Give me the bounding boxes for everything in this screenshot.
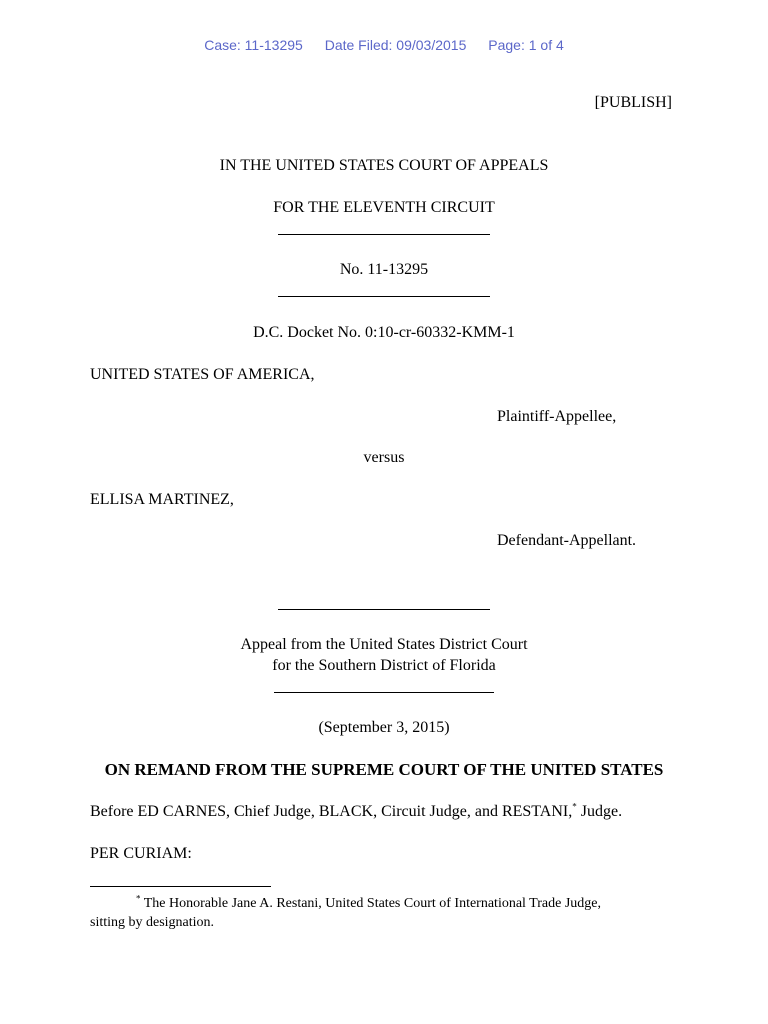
case-number-header: Case: 11-13295 (204, 37, 303, 53)
decision-date: (September 3, 2015) (318, 719, 450, 736)
date-filed-header: Date Filed: 09/03/2015 (324, 37, 467, 53)
divider-rule (274, 692, 494, 693)
panel-suffix: Judge. (576, 803, 623, 820)
page-indicator: Page: 1 of 4 (488, 37, 564, 53)
divider-rule (278, 296, 490, 297)
panel-line (90, 803, 622, 821)
publish-tag: [PUBLISH] (594, 94, 672, 111)
versus-text: versus (363, 449, 405, 466)
per-curiam: PER CURIAM: (90, 845, 192, 862)
footnote-mark: * (136, 893, 141, 904)
footnote-line1 (136, 895, 601, 913)
document-header (0, 37, 768, 53)
footnote-rule (90, 886, 271, 887)
docket-number: D.C. Docket No. 0:10-cr-60332-KMM-1 (253, 324, 515, 341)
appeal-district: for the Southern District of Florida (272, 657, 496, 674)
circuit-name: FOR THE ELEVENTH CIRCUIT (273, 199, 495, 216)
footnote-text: The Honorable Jane A. Restani, United States Court of International Trade Judge, (140, 896, 601, 911)
footnote-line2: sitting by designation. (90, 915, 215, 930)
appeal-origin: Appeal from the United States District Court (240, 636, 528, 653)
plaintiff-name: UNITED STATES OF AMERICA, (90, 366, 315, 383)
divider-rule (278, 234, 490, 235)
divider-rule (278, 609, 490, 610)
plaintiff-role: Plaintiff-Appellee, (497, 408, 617, 425)
panel-text: Before ED CARNES, Chief Judge, BLACK, Circuit Judge, and RESTANI, (90, 803, 573, 820)
defendant-role: Defendant-Appellant. (497, 532, 637, 549)
defendant-name: ELLISA MARTINEZ, (90, 491, 234, 508)
footnote-marker[interactable]: * (572, 801, 577, 812)
case-number: No. 11-13295 (339, 261, 429, 278)
court-name: IN THE UNITED STATES COURT OF APPEALS (219, 157, 549, 174)
remand-heading: ON REMAND FROM THE SUPREME COURT OF THE UNITED STATES (104, 760, 664, 779)
